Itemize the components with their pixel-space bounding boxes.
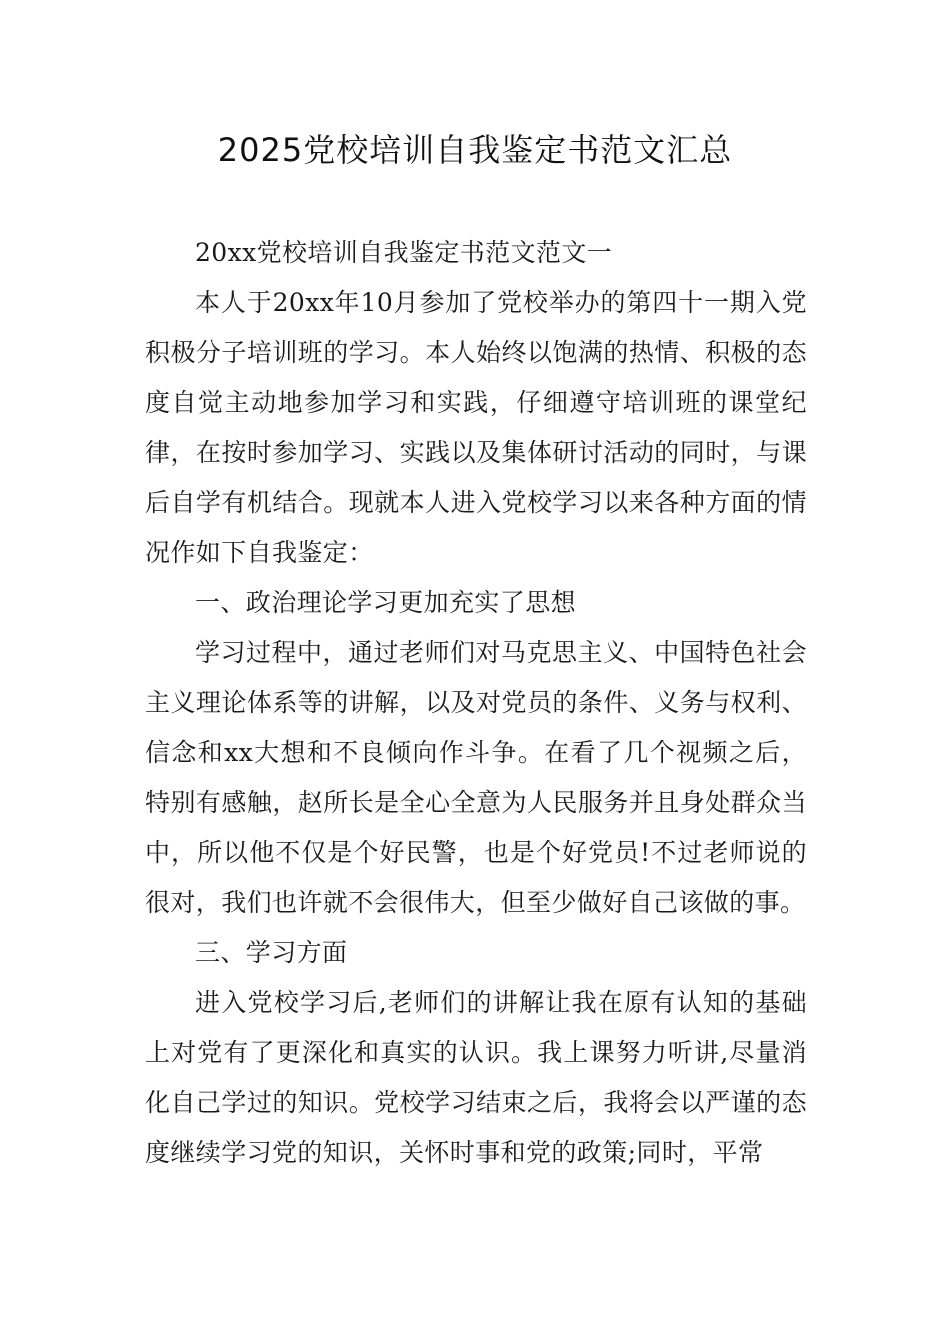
document-body [145,228,807,1178]
paragraph: 进入党校学习后,老师们的讲解让我在原有认知的基础上对党有了更深化和真实的认识。我上课努力听讲,尽量消化自己学过的知识。党校学习结束之后，我将会以严谨的态度继续学习党的知识，关怀时事和党的政策;同时，平常 [145,988,807,1167]
paragraph: 学习过程中，通过老师们对马克思主义、中国特色社会主义理论体系等的讲解，以及对党员的条件、义务与权利、信念和xx大想和不良倾向作斗争。在看了几个视频之后，特别有感触，赵所长是全心全意为人民服务并且身处群众当中，所以他不仅是个好民警，也是个好党员!不过老师说的很对，我们也许就不会很伟大，但至少做好自己该做的事。 [145,638,807,917]
document-title: 2025党校培训自我鉴定书范文汇总 [217,131,733,169]
section-heading: 三、学习方面 [195,938,348,967]
section-heading: 20xx党校培训自我鉴定书范文范文一 [195,238,613,267]
section-heading: 一、政治理论学习更加充实了思想 [195,588,577,617]
paragraph: 本人于20xx年10月参加了党校举办的第四十一期入党积极分子培训班的学习。本人始终以饱满的热情、积极的态度自觉主动地参加学习和实践，仔细遵守培训班的课堂纪律，在按时参加学习、实践以及集体研讨活动的同时，与课后自学有机结合。现就本人进入党校学习以来各种方面的情况作如下自我鉴定： [145,288,807,567]
